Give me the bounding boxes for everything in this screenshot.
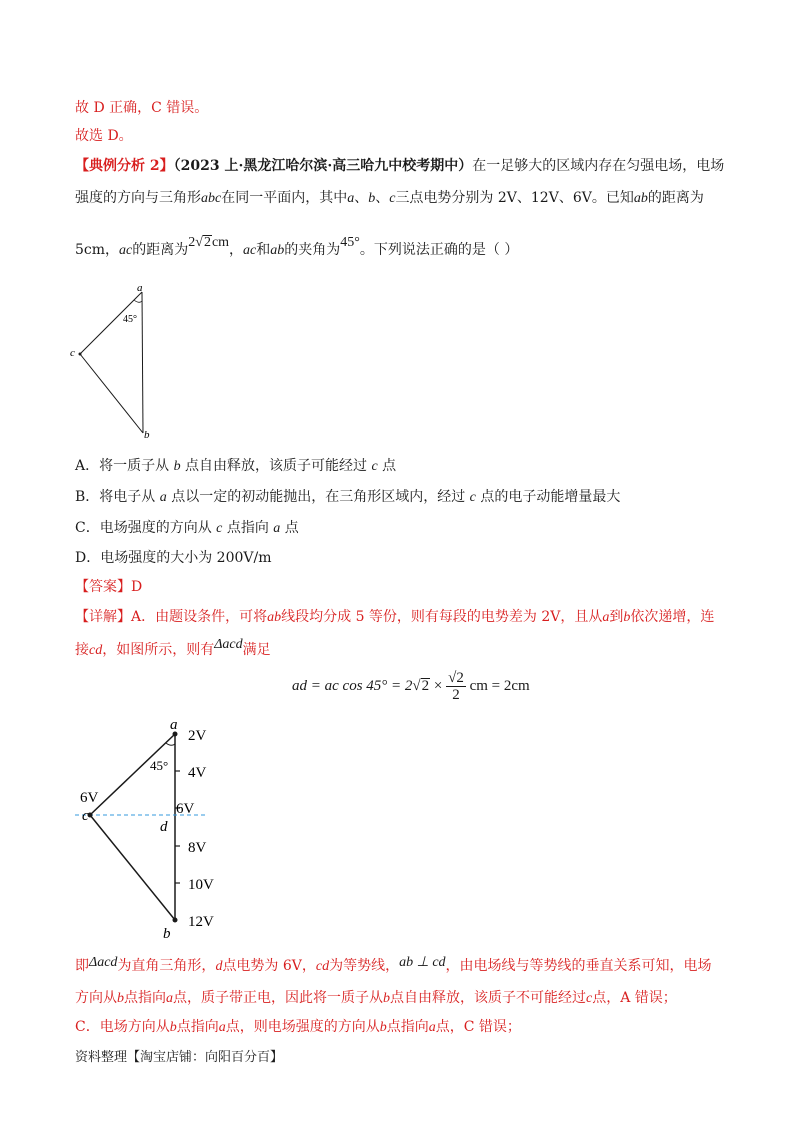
label-d: d (160, 819, 168, 835)
answer: 【答案】D (75, 579, 143, 595)
label-b: b (163, 926, 171, 942)
problem-text: ， (229, 242, 244, 258)
problem-line-1 (75, 156, 724, 176)
point-c (79, 353, 82, 356)
problem-tag: 【典例分析 2】 (75, 158, 174, 174)
problem-text: 在一足够大的区域内存在匀强电场，电场 (472, 158, 725, 174)
detail-line-2: 接cd，如图所示，则有Δacd满足 (75, 637, 271, 658)
option-b: B．将电子从 a 点以一定的初动能抛出，在三角形区域内，经过 c 点的电子动能增量最大 (75, 489, 621, 505)
problem-text: 的夹角为 (284, 242, 341, 258)
problem-text: 在同一平面内，其中 (221, 190, 348, 206)
detail-tag: 【详解】 (75, 609, 131, 625)
segment-ab (142, 292, 143, 433)
option-a: A．将一质子从 b 点自由释放，该质子可能经过 c 点 (75, 458, 397, 474)
problem-text: 三点电势分别为 2V、12V、6V。已知 (395, 190, 634, 206)
var-ab: ab (270, 243, 285, 258)
label-a: a (137, 282, 143, 294)
label-angle: 45° (123, 314, 137, 325)
angle-arc (166, 743, 175, 745)
equation-ad: ad = ac cos 45° = 2√2 × $\frac{√2}{2}$ cm = 2cm (292, 670, 530, 703)
sep: 、 (375, 190, 390, 206)
angle-value: 45° (340, 235, 360, 250)
label-2v: 2V (188, 728, 207, 744)
detail-line-1: 【详解】A．由题设条件，可将ab线段均分成 5 等份，则有每段的电势差为 2V，且从a到b依次递增，连 (75, 609, 715, 625)
problem-line-2 (75, 188, 704, 209)
var-ac: ac (119, 243, 133, 258)
segment-cb (80, 354, 143, 433)
label-c-potential: 6V (80, 790, 99, 806)
fraction: $\frac{√2}{2}$ (448, 670, 464, 703)
segment-ac (90, 734, 175, 815)
option-d: D．电场强度的大小为 200V/m (75, 550, 272, 566)
problem-text: 强度的方向与三角形 (75, 190, 201, 206)
triangle-figure-2 (70, 712, 230, 942)
problem-text: 的距离为 (647, 190, 704, 206)
label-c: c (82, 808, 89, 824)
label-8v: 8V (188, 840, 207, 856)
problem-source: （2023 上·黑龙江哈尔滨·高三哈九中校考期中） (173, 158, 473, 174)
label-c: c (70, 347, 75, 359)
problem-text: 。下列说法正确的是（ ） (359, 242, 519, 258)
page-footer: 资料整理【淘宝店铺：向阳百分百】 (75, 1050, 284, 1065)
label-4v: 4V (188, 765, 207, 781)
problem-text: 的距离为 (132, 242, 189, 258)
var-c: c (389, 191, 396, 206)
conclusion-line-2: 故选 D。 (75, 128, 133, 144)
var-b: b (368, 191, 376, 206)
option-c: C．电场强度的方向从 c 点指向 a 点 (75, 520, 299, 536)
point-b (173, 918, 178, 923)
var-ac: ac (243, 243, 257, 258)
label-12v: 12V (188, 914, 214, 930)
conclusion-para-line-3: C．电场方向从b点指向a点，则电场强度的方向从b点指向a点，C 错误； (75, 1019, 521, 1035)
label-angle: 45° (150, 758, 169, 773)
var-a: a (347, 191, 355, 206)
label-a: a (170, 717, 178, 733)
sep: 、 (354, 190, 369, 206)
triangle-figure-1 (65, 280, 165, 445)
var-ab: ab (633, 191, 648, 206)
problem-text: 和 (256, 242, 271, 258)
conclusion-para-line-2: 方向从b点指向a点，质子带正电，因此将一质子从b点自由释放，该质子不可能经过c点，A 错误； (75, 990, 677, 1006)
distance-value: 2√2cm (188, 235, 230, 250)
label-b: b (144, 429, 150, 441)
problem-text: 5cm， (75, 242, 120, 258)
var-abc: abc (201, 191, 222, 206)
conclusion-line-1: 故 D 正确，C 错误。 (75, 100, 209, 116)
problem-line-3 (75, 235, 519, 261)
label-6v: 6V (176, 801, 195, 817)
conclusion-para-line-1: 即Δacd为直角三角形，d点电势为 6V，cd为等势线，ab ⊥ cd，由电场线与等势线的垂直关系可知，电场 (75, 955, 712, 974)
label-10v: 10V (188, 877, 214, 893)
angle-arc (134, 300, 142, 302)
